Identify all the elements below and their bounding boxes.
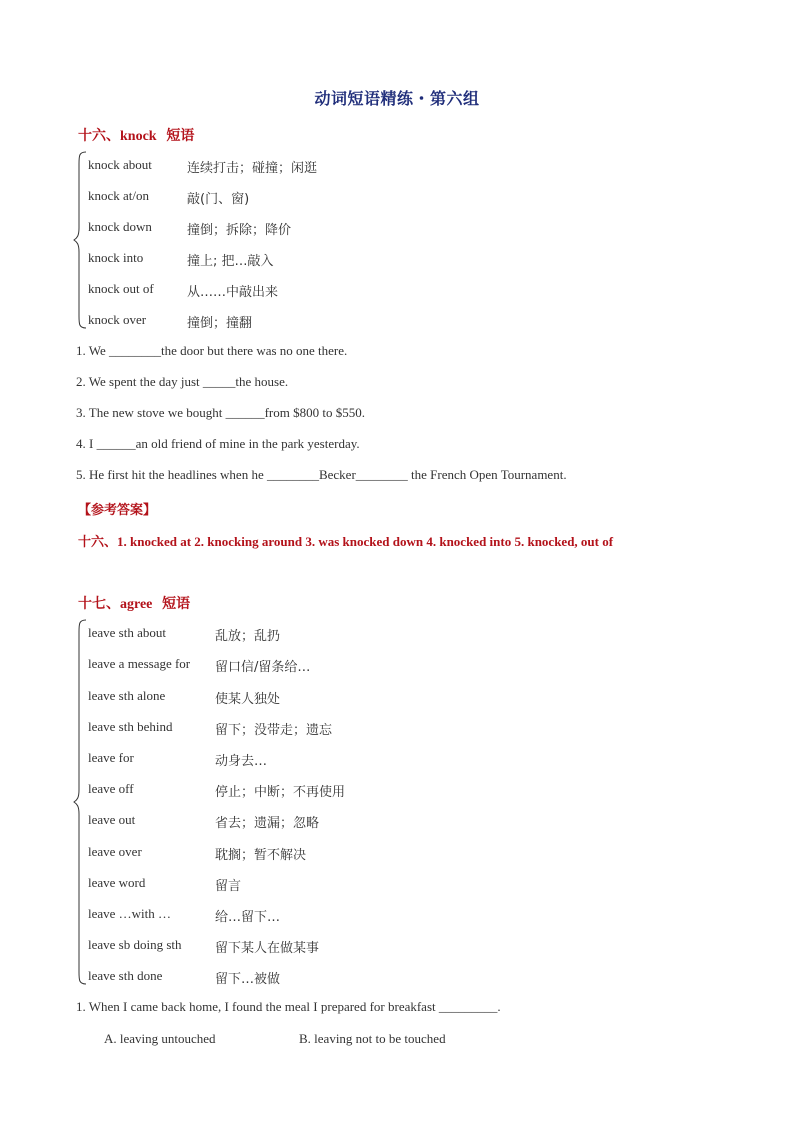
question-17-1: 1. When I came back home, I found the meal I prepared for breakfast _________. (76, 999, 501, 1014)
phrase-meaning: 使某人独处 (215, 692, 281, 707)
phrase-meaning: 撞倒；撞翻 (187, 316, 253, 331)
phrase-en: leave out (88, 812, 136, 827)
phrase-en: leave sth behind (88, 719, 173, 734)
phrase-meaning: 省去；遗漏；忽略 (215, 816, 320, 831)
question-16-3: 3. The new stove we bought ______from $800 to $550. (76, 405, 365, 420)
question-16-1: 1. We ________the door but there was no one there. (76, 343, 348, 358)
question-16-4: 4. I ______an old friend of mine in the park yesterday. (76, 436, 360, 451)
phrase-en: leave word (88, 875, 146, 890)
phrase-meaning: 耽搁；暂不解决 (215, 848, 307, 863)
answer-key-label: 【参考答案】 (78, 503, 157, 518)
phrase-en: leave off (88, 781, 134, 796)
phrase-en: leave over (88, 844, 142, 859)
option-b: B. leaving not to be touched (299, 1031, 446, 1046)
option-a: A. leaving untouched (104, 1031, 216, 1046)
phrase-en: leave sth alone (88, 688, 166, 703)
phrase-meaning: 撞上; 把…敲入 (187, 254, 274, 269)
section-16-heading-suffix: 短语 (166, 128, 195, 144)
phrase-meaning: 留下某人在做某事 (215, 941, 320, 956)
phrase-en: knock into (88, 250, 144, 265)
answer-key-16-prefix: 十六、 (78, 535, 118, 550)
page-title: 动词短语精练・第六组 (314, 89, 480, 108)
phrase-en: leave sb doing sth (88, 937, 182, 952)
answer-key-16 (78, 531, 613, 550)
phrase-meaning: 乱放；乱扔 (215, 629, 281, 644)
phrase-meaning: 留下…被做 (215, 972, 281, 987)
section-16-brace (72, 150, 88, 330)
phrase-meaning: 留言 (215, 879, 242, 894)
phrase-en: knock down (88, 219, 152, 234)
question-16-5: 5. He first hit the headlines when he ________Becker________ the French Open Tournament. (76, 467, 567, 482)
phrase-meaning: 敲(门、窗) (187, 192, 250, 207)
section-17-heading-cn: 十七、 (78, 596, 120, 612)
phrase-en: leave …with … (88, 906, 172, 921)
phrase-meaning: 从……中敲出来 (187, 285, 279, 300)
phrase-en: leave sth done (88, 968, 163, 983)
section-17-heading (78, 593, 190, 613)
section-17-heading-en: agree (120, 597, 153, 612)
phrase-en: knock at/on (88, 188, 150, 203)
section-17-heading-suffix: 短语 (162, 596, 191, 612)
section-17-brace (72, 618, 88, 986)
phrase-en: knock over (88, 312, 147, 327)
section-16-heading-cn: 十六、 (78, 128, 120, 144)
phrase-en: knock about (88, 157, 152, 172)
phrase-en: leave for (88, 750, 134, 765)
phrase-meaning: 留口信/留条给… (215, 660, 311, 675)
question-16-2: 2. We spent the day just _____the house. (76, 374, 289, 389)
answer-key-16-text: 1. knocked at 2. knocking around 3. was knocked down 4. knocked into 5. knocked, out of (117, 534, 614, 549)
section-16-heading (78, 125, 194, 145)
phrase-en: knock out of (88, 281, 154, 296)
phrase-en: leave a message for (88, 656, 191, 671)
section-16-heading-en: knock (120, 129, 157, 144)
phrase-meaning: 停止；中断；不再使用 (215, 785, 346, 800)
phrase-meaning: 连续打击；碰撞；闲逛 (187, 161, 318, 176)
phrase-meaning: 撞倒；拆除；降价 (187, 223, 292, 238)
phrase-meaning: 动身去… (215, 754, 268, 769)
phrase-meaning: 给…留下… (215, 910, 281, 925)
phrase-meaning: 留下；没带走；遗忘 (215, 723, 333, 738)
phrase-en: leave sth about (88, 625, 166, 640)
